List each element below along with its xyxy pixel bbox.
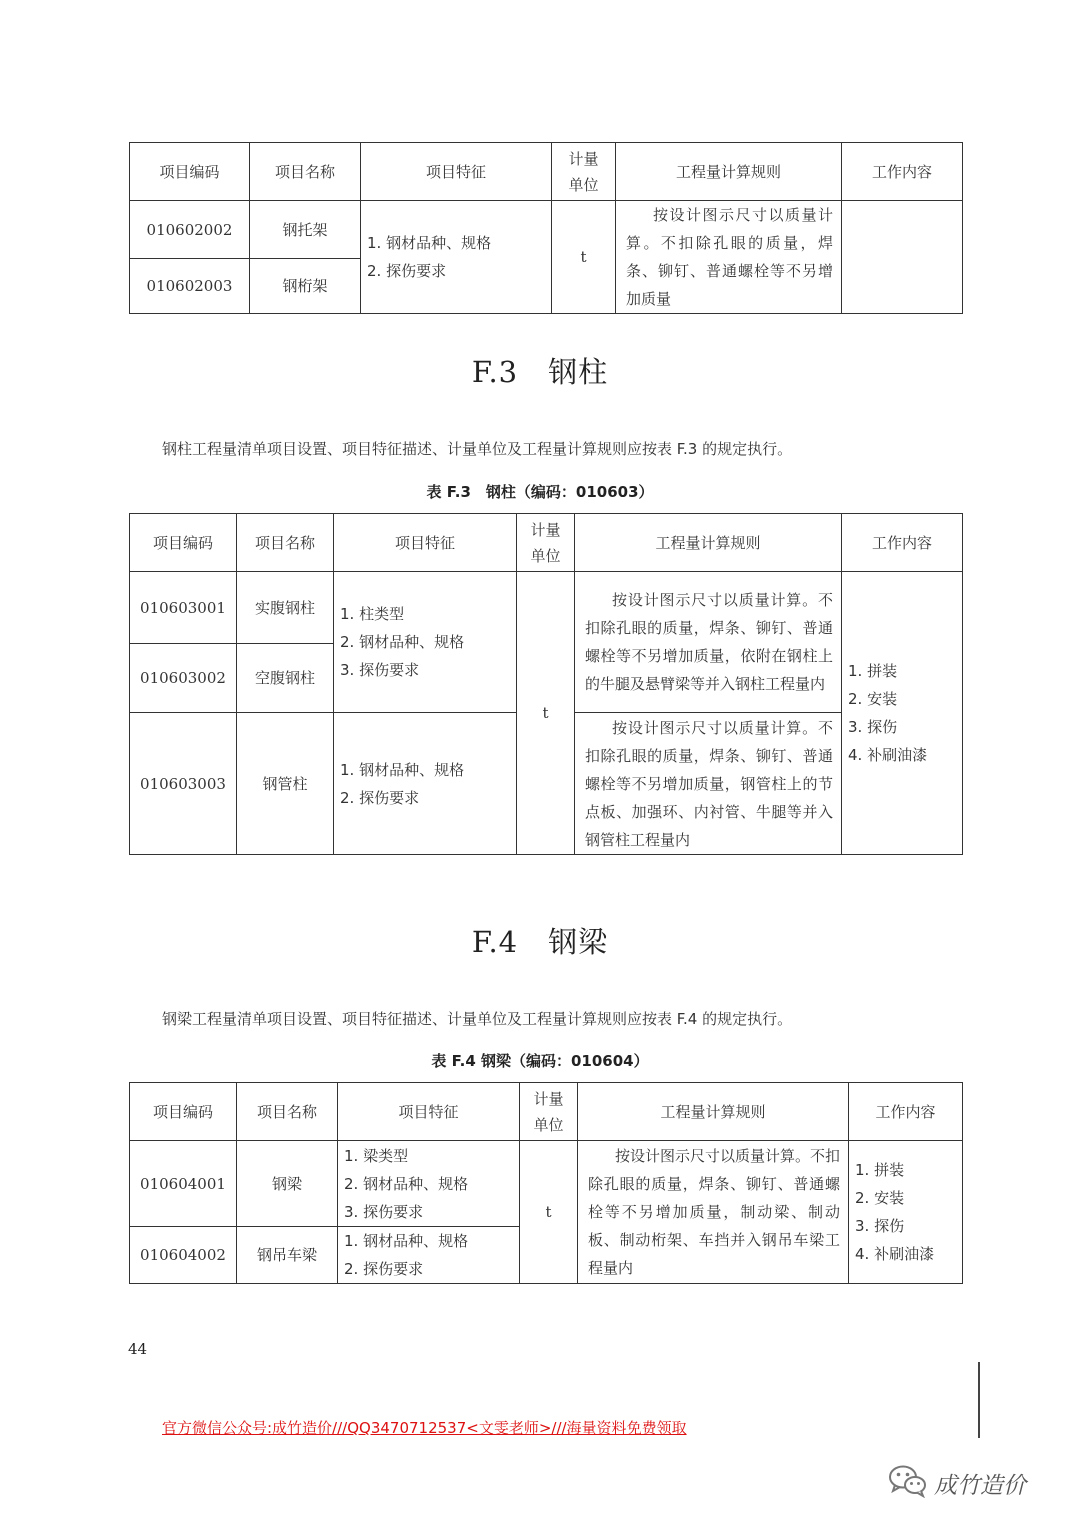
item-rule: 按设计图示尺寸以质量计算。不扣除孔眼的质量，焊条、铆钉、普通螺栓等不另增加质量，依附在钢柱上的牛腿及悬臂梁等并入钢柱工程量内 xyxy=(575,572,842,713)
footer-link[interactable]: 官方微信公众号:成竹造价///QQ3470712537<文雯老师>///海量资料免费领取 xyxy=(162,1419,687,1437)
watermark-text: 成竹造价 xyxy=(934,1472,1026,1499)
item-work: 1. 拼装 2. 安装 3. 探伤 4. 补刷油漆 xyxy=(849,1141,963,1284)
section-intro-f4: 钢梁工程量清单项目设置、项目特征描述、计量单位及工程量计算规则应按表 F.4 的规定执行。 xyxy=(162,1010,793,1028)
header-unit: 计量 单位 xyxy=(517,514,575,572)
item-features: 1. 钢材品种、规格 2. 探伤要求 xyxy=(338,1227,520,1284)
header-code: 项目编码 xyxy=(130,514,237,572)
item-code: 010602002 xyxy=(130,201,250,259)
item-code: 010603002 xyxy=(130,644,237,713)
item-name: 钢梁 xyxy=(237,1141,338,1227)
section-title-f3: F.3 钢柱 xyxy=(471,355,609,389)
item-work: 1. 拼装 2. 安装 3. 探伤 4. 补刷油漆 xyxy=(842,572,963,855)
item-work xyxy=(842,201,963,314)
item-name: 钢吊车梁 xyxy=(237,1227,338,1284)
table-f4 xyxy=(129,1082,963,1284)
header-rule: 工程量计算规则 xyxy=(575,514,842,572)
item-name: 钢桁架 xyxy=(250,259,361,314)
item-name: 实腹钢柱 xyxy=(237,572,334,644)
item-name: 钢管柱 xyxy=(237,713,334,855)
item-unit: t xyxy=(552,201,616,314)
header-rule: 工程量计算规则 xyxy=(616,143,842,201)
item-rule: 按设计图示尺寸以质量计算。不扣除孔眼的质量，焊条、铆钉、普通螺栓等不另增加质量，钢管柱上的节点板、加强环、内衬管、牛腿等并入钢管柱工程量内 xyxy=(575,713,842,855)
item-code: 010603001 xyxy=(130,572,237,644)
table-f3 xyxy=(129,513,963,855)
header-rule: 工程量计算规则 xyxy=(578,1083,849,1141)
item-name: 空腹钢柱 xyxy=(237,644,334,713)
header-name: 项目名称 xyxy=(250,143,361,201)
item-unit: t xyxy=(520,1141,578,1284)
header-name: 项目名称 xyxy=(237,1083,338,1141)
item-features: 1. 梁类型 2. 钢材品种、规格 3. 探伤要求 xyxy=(338,1141,520,1227)
header-name: 项目名称 xyxy=(237,514,334,572)
header-code: 项目编码 xyxy=(130,1083,237,1141)
item-code: 010603003 xyxy=(130,713,237,855)
header-work: 工作内容 xyxy=(842,514,963,572)
item-name: 钢托架 xyxy=(250,201,361,259)
item-code: 010604002 xyxy=(130,1227,237,1284)
header-features: 项目特征 xyxy=(361,143,552,201)
item-features: 1. 钢材品种、规格 2. 探伤要求 xyxy=(361,201,552,314)
page-number: 44 xyxy=(128,1340,148,1358)
header-features: 项目特征 xyxy=(334,514,517,572)
table-caption-f3: 表 F.3 钢柱（编码：010603） xyxy=(426,483,654,501)
header-features: 项目特征 xyxy=(338,1083,520,1141)
header-unit: 计量 单位 xyxy=(552,143,616,201)
item-rule: 按设计图示尺寸以质量计算。不扣除孔眼的质量，焊条、铆钉、普通螺栓等不另增加质量，制动梁、制动板、制动桁架、车挡并入钢吊车梁工程量内 xyxy=(578,1141,849,1284)
item-code: 010604001 xyxy=(130,1141,237,1227)
header-work: 工作内容 xyxy=(842,143,963,201)
table-caption-f4: 表 F.4 钢梁（编码：010604） xyxy=(431,1052,649,1070)
section-intro-f3: 钢柱工程量清单项目设置、项目特征描述、计量单位及工程量计算规则应按表 F.3 的规定执行。 xyxy=(162,440,793,458)
wechat-icon xyxy=(888,1464,928,1502)
item-features: 1. 柱类型 2. 钢材品种、规格 3. 探伤要求 xyxy=(334,572,517,713)
table-top xyxy=(129,142,963,314)
header-code: 项目编码 xyxy=(130,143,250,201)
header-work: 工作内容 xyxy=(849,1083,963,1141)
item-rule: 按设计图示尺寸以质量计算。不扣除孔眼的质量，焊条、铆钉、普通螺栓等不另增加质量 xyxy=(616,201,842,314)
section-title-f4: F.4 钢梁 xyxy=(471,925,609,959)
header-unit: 计量 单位 xyxy=(520,1083,578,1141)
item-unit: t xyxy=(517,572,575,855)
margin-rule xyxy=(978,1362,980,1438)
item-code: 010602003 xyxy=(130,259,250,314)
watermark xyxy=(888,1463,1058,1503)
item-features: 1. 钢材品种、规格 2. 探伤要求 xyxy=(334,713,517,855)
